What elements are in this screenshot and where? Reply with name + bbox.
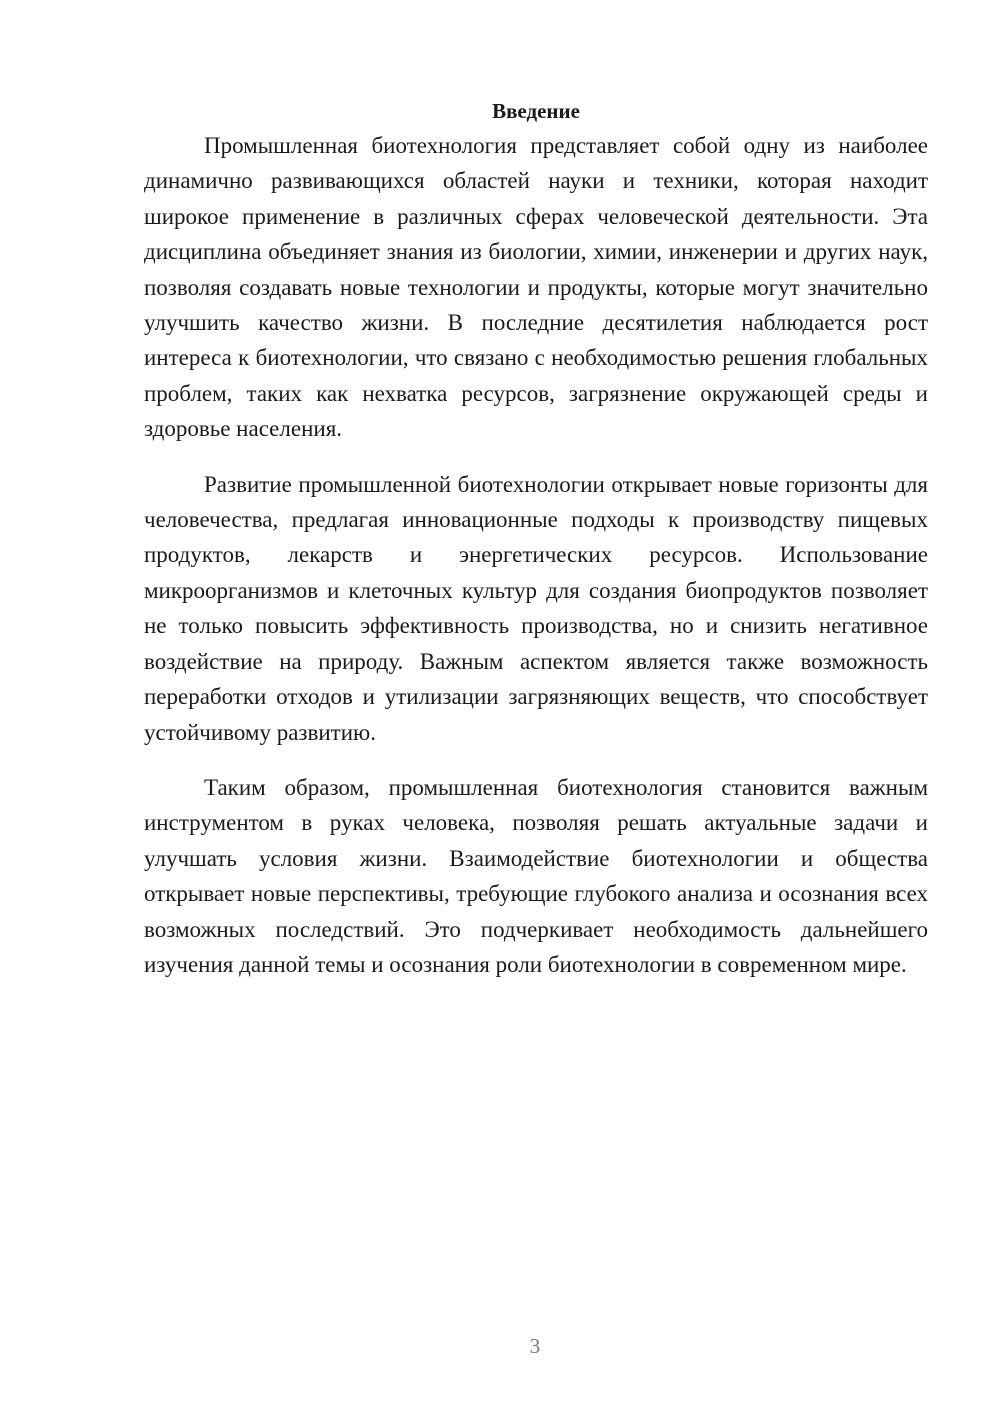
paragraph-3: Таким образом, промышленная биотехнология становится важным инструментом в руках человека, позволяя решать актуальные задачи и улучшать условия жизни. Взаимодействие биотехнологии и общества открывает новые перспективы, требующие глубокого анализа и осознания всех возможных последствий. Это подчеркивает необходимость дальнейшего изучения данной темы и осознания роли биотехнологии в современном мире. (144, 774, 928, 977)
document-body (144, 94, 928, 982)
section-title: Введение (492, 99, 580, 123)
page-number: 3 (529, 1334, 541, 1358)
paragraph-1: Промышленная биотехнология представляет собой одну из наиболее динамично развивающихся областей науки и техники, которая находит широкое применение в различных сферах человеческой деятельности. Эта дисциплина объединяет знания из биологии, химии, инженерии и других наук, позволяя создавать новые технологии и продукты, которые могут значительно улучшить качество жизни. В последние десятилетия наблюдается рост интереса к биотехнологии, что связано с необходимостью решения глобальных проблем, таких как нехватка ресурсов, загрязнение окружающей среды и здоровье населения. (144, 133, 928, 442)
paragraph-2: Развитие промышленной биотехнологии открывает новые горизонты для человечества, предлагая инновационные подходы к производству пищевых продуктов, лекарств и энергетических ресурсов. Использование микроорганизмов и клеточных культур для создания биопродуктов позволяет не только повысить эффективность производства, но и снизить негативное воздействие на природу. Важным аспектом является также возможность переработки отходов и утилизации загрязняющих веществ, что способствует устойчивому развитию. (144, 471, 928, 745)
